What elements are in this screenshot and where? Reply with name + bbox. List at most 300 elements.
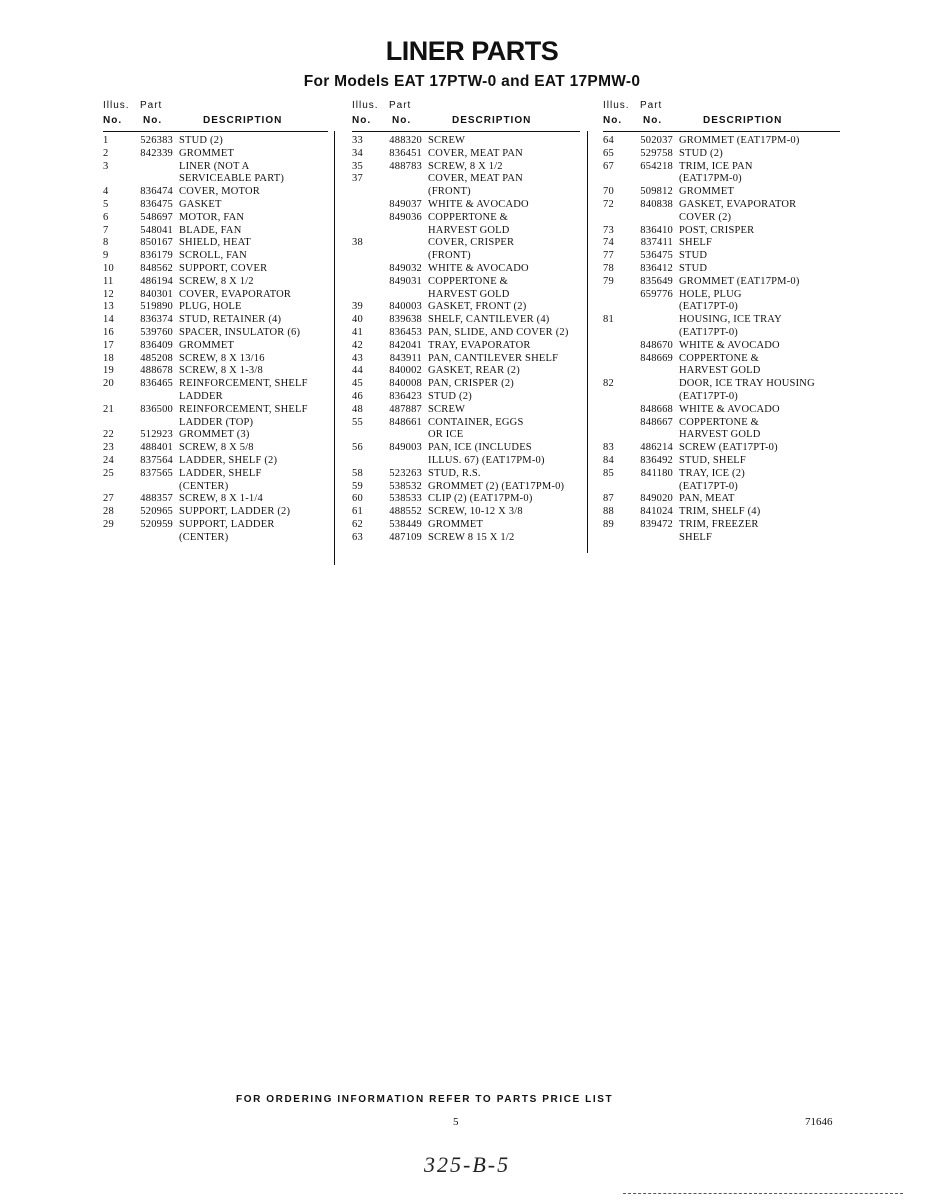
table-row xyxy=(103,404,328,430)
illus-no: 23 xyxy=(103,442,114,454)
part-no: 836409 xyxy=(140,339,173,351)
illus-no: 2 xyxy=(103,147,109,159)
part-no: 849020 xyxy=(640,493,673,505)
table-row xyxy=(603,225,840,238)
part-no: 837411 xyxy=(640,237,673,249)
illus-no: 13 xyxy=(103,301,114,313)
description: SPACER, INSULATOR (6) xyxy=(179,326,301,338)
part-no xyxy=(129,161,179,187)
description: COVER, MEAT PAN (FRONT) xyxy=(428,173,523,198)
table-row xyxy=(603,417,840,443)
header-illus: Illus. xyxy=(103,100,130,111)
table-row xyxy=(603,519,840,545)
description: TRIM, SHELF (4) xyxy=(679,506,761,518)
description: SCREW xyxy=(428,403,466,415)
part-no: 849003 xyxy=(389,442,422,454)
parts-column-2 xyxy=(352,100,580,545)
part-no: 836475 xyxy=(140,198,173,210)
part-no: 488552 xyxy=(389,506,422,518)
illus-no: 35 xyxy=(352,160,363,172)
page-title: LINER PARTS xyxy=(385,36,559,66)
description: COPPERTONE & HARVEST GOLD xyxy=(679,416,761,441)
illus-no: 55 xyxy=(352,416,363,428)
part-no: 849037 xyxy=(389,198,422,210)
table-row xyxy=(103,365,328,378)
part-no: 848670 xyxy=(640,339,673,351)
illus-no xyxy=(603,340,629,353)
illus-no: 62 xyxy=(352,518,363,530)
table-row xyxy=(103,493,328,506)
description: SCREW 8 15 X 1/2 xyxy=(428,531,515,543)
table-row xyxy=(103,506,328,519)
illus-no: 42 xyxy=(352,339,363,351)
table-row xyxy=(103,263,328,276)
illus-no: 60 xyxy=(352,493,363,505)
table-row xyxy=(352,301,580,314)
table-row xyxy=(603,378,840,404)
description: GROMMET (EAT17PM-0) xyxy=(679,135,800,146)
illus-no: 72 xyxy=(603,198,614,210)
description: COPPERTONE & HARVEST GOLD xyxy=(428,275,510,300)
description: COPPERTONE & HARVEST GOLD xyxy=(679,352,761,377)
illus-no: 34 xyxy=(352,147,363,159)
dashed-rule xyxy=(623,1193,903,1196)
part-no: 840301 xyxy=(140,288,173,300)
part-no: 836374 xyxy=(140,314,173,326)
illus-no: 24 xyxy=(103,454,114,466)
illus-no: 14 xyxy=(103,314,114,326)
header-illus: Illus. xyxy=(603,100,630,111)
description: SCREW, 8 X 1/2 xyxy=(428,160,503,172)
description: SCREW, 10-12 X 3/8 xyxy=(428,506,523,518)
parts-column-3 xyxy=(603,100,840,545)
illus-no xyxy=(603,353,629,379)
part-no: 548697 xyxy=(140,211,173,223)
table-row xyxy=(603,314,840,340)
part-no: 502037 xyxy=(640,135,673,146)
ordering-note: FOR ORDERING INFORMATION REFER TO PARTS PRICE LIST xyxy=(236,1094,614,1105)
description: COPPERTONE & HARVEST GOLD xyxy=(428,211,510,236)
part-no: 840003 xyxy=(389,301,422,313)
illus-no: 79 xyxy=(603,275,614,287)
table-row xyxy=(352,212,580,238)
table-row xyxy=(352,276,580,302)
illus-no: 29 xyxy=(103,518,114,530)
table-row xyxy=(103,135,328,148)
table-row xyxy=(352,263,580,276)
part-no: 488401 xyxy=(140,442,173,454)
description: GASKET, EVAPORATOR COVER (2) xyxy=(679,198,797,223)
part-no: 837565 xyxy=(140,467,173,479)
illus-no: 85 xyxy=(603,467,614,479)
description: PLUG, HOLE xyxy=(179,301,242,313)
table-row xyxy=(103,225,328,238)
header-part-no: No. xyxy=(643,115,663,126)
description: SCREW, 8 X 1-1/4 xyxy=(179,493,263,505)
description: STUD (2) xyxy=(179,135,223,146)
illus-no: 22 xyxy=(103,429,114,441)
part-no: 839472 xyxy=(640,518,673,530)
illus-no: 3 xyxy=(103,160,109,172)
illus-no: 84 xyxy=(603,454,614,466)
description: GROMMET xyxy=(179,147,235,159)
part-no: 488678 xyxy=(140,365,173,377)
illus-no: 28 xyxy=(103,506,114,518)
part-no: 536475 xyxy=(640,250,673,262)
illus-no: 88 xyxy=(603,506,614,518)
part-no: 836465 xyxy=(140,378,173,390)
description: CLIP (2) (EAT17PM-0) xyxy=(428,493,533,505)
header-description: DESCRIPTION xyxy=(203,115,283,126)
illus-no: 64 xyxy=(603,135,614,146)
part-no: 519890 xyxy=(140,301,173,313)
table-row xyxy=(352,417,580,443)
illus-no: 6 xyxy=(103,211,109,223)
illus-no: 18 xyxy=(103,352,114,364)
part-no: 841024 xyxy=(640,506,673,518)
description: GASKET xyxy=(179,198,222,210)
part-no: 842339 xyxy=(140,147,173,159)
description: GROMMET xyxy=(679,186,735,198)
description: SCROLL, FAN xyxy=(179,250,247,262)
description: REINFORCEMENT, SHELF LADDER (TOP) xyxy=(179,403,308,428)
page-number: 5 xyxy=(453,1116,459,1128)
illus-no xyxy=(603,404,629,417)
description: TRAY, EVAPORATOR xyxy=(428,339,531,351)
table-row xyxy=(603,276,840,289)
table-row xyxy=(352,442,580,468)
part-no: 848669 xyxy=(640,352,673,364)
part-no: 836492 xyxy=(640,454,673,466)
parts-column-1 xyxy=(103,100,328,545)
table-row xyxy=(352,148,580,161)
part-no: 488357 xyxy=(140,493,173,505)
description: GROMMET xyxy=(428,518,484,530)
part-no: 848661 xyxy=(389,416,422,428)
part-no: 509812 xyxy=(640,186,673,198)
part-no: 840008 xyxy=(389,378,422,390)
part-no: 843911 xyxy=(389,352,422,364)
part-no: 487109 xyxy=(389,531,422,543)
table-row xyxy=(103,468,328,494)
header-no: No. xyxy=(352,115,372,126)
description: LINER (NOT A SERVICEABLE PART) xyxy=(179,160,285,185)
illus-no: 58 xyxy=(352,467,363,479)
illus-no: 39 xyxy=(352,301,363,313)
part-no: 523263 xyxy=(389,467,422,479)
illus-no: 83 xyxy=(603,442,614,454)
illus-no: 11 xyxy=(103,275,114,287)
table-row xyxy=(103,289,328,302)
description: LADDER, SHELF (CENTER) xyxy=(179,467,262,492)
description: PAN, CANTILEVER SHELF xyxy=(428,352,559,364)
description: PAN, CRISPER (2) xyxy=(428,378,514,390)
illus-no xyxy=(603,417,629,443)
illus-no: 77 xyxy=(603,250,614,262)
illus-no: 21 xyxy=(103,403,114,415)
table-row xyxy=(352,493,580,506)
table-row xyxy=(352,314,580,327)
description: GROMMET (3) xyxy=(179,429,250,441)
header-illus: Illus. xyxy=(352,100,379,111)
table-row xyxy=(103,340,328,353)
description: HOLE, PLUG (EAT17PT-0) xyxy=(679,288,742,313)
table-row xyxy=(352,365,580,378)
table-row xyxy=(603,263,840,276)
table-row xyxy=(352,135,580,148)
illus-no: 48 xyxy=(352,403,363,415)
table-row xyxy=(103,237,328,250)
description: STUD, SHELF xyxy=(679,454,746,466)
table-row xyxy=(352,391,580,404)
table-row xyxy=(603,468,840,494)
description: SUPPORT, COVER xyxy=(179,262,268,274)
illus-no: 89 xyxy=(603,518,614,530)
description: COVER, CRISPER (FRONT) xyxy=(428,237,515,262)
illus-no xyxy=(352,212,378,238)
description: SCREW xyxy=(428,135,466,146)
part-no: 520959 xyxy=(140,518,173,530)
header-part: Part xyxy=(389,100,412,111)
description: BLADE, FAN xyxy=(179,224,242,236)
part-no: 488320 xyxy=(389,135,422,146)
header-rule xyxy=(103,131,328,132)
column-divider xyxy=(587,131,588,553)
part-no xyxy=(378,173,428,199)
illus-no: 38 xyxy=(352,237,363,249)
part-no: 836453 xyxy=(389,326,422,338)
part-no: 485208 xyxy=(140,352,173,364)
table-row xyxy=(352,340,580,353)
description: TRIM, FREEZER SHELF xyxy=(679,518,759,543)
illus-no: 37 xyxy=(352,173,363,185)
table-row xyxy=(603,353,840,379)
table-row xyxy=(352,532,580,545)
part-no: 837564 xyxy=(140,454,173,466)
description: SCREW, 8 X 1-3/8 xyxy=(179,365,263,377)
part-no: 848562 xyxy=(140,262,173,274)
part-no: 836410 xyxy=(640,224,673,236)
table-row xyxy=(603,250,840,263)
part-no: 849032 xyxy=(389,262,422,274)
description: STUD, R.S. xyxy=(428,467,481,479)
description: GASKET, REAR (2) xyxy=(428,365,520,377)
column-divider xyxy=(334,131,335,565)
part-no xyxy=(629,314,679,340)
illus-no: 45 xyxy=(352,378,363,390)
table-row xyxy=(352,404,580,417)
illus-no: 10 xyxy=(103,262,114,274)
description: STUD, RETAINER (4) xyxy=(179,314,282,326)
description: GROMMET (EAT17PM-0) xyxy=(679,275,800,287)
header-no: No. xyxy=(103,115,123,126)
table-row xyxy=(603,455,840,468)
header-part-no: No. xyxy=(392,115,412,126)
part-no: 836423 xyxy=(389,390,422,402)
table-row xyxy=(352,237,580,263)
header-description: DESCRIPTION xyxy=(452,115,532,126)
table-row xyxy=(352,468,580,481)
part-no: 538532 xyxy=(389,480,422,492)
illus-no: 65 xyxy=(603,147,614,159)
description: SHIELD, HEAT xyxy=(179,237,251,249)
part-no: 848667 xyxy=(640,416,673,428)
illus-no: 12 xyxy=(103,288,114,300)
part-no: 487887 xyxy=(389,403,422,415)
table-row xyxy=(352,161,580,174)
description: STUD (2) xyxy=(679,147,723,159)
description: SUPPORT, LADDER (2) xyxy=(179,506,291,518)
illus-no: 4 xyxy=(103,186,109,198)
header-part: Part xyxy=(640,100,663,111)
part-no: 839638 xyxy=(389,314,422,326)
part-no: 512923 xyxy=(140,429,173,441)
table-row xyxy=(103,148,328,161)
part-no: 842041 xyxy=(389,339,422,351)
part-no xyxy=(629,378,679,404)
description: PAN, MEAT xyxy=(679,493,735,505)
table-row xyxy=(603,289,840,315)
table-row xyxy=(103,212,328,225)
illus-no: 59 xyxy=(352,480,363,492)
table-row xyxy=(603,442,840,455)
description: WHITE & AVOCADO xyxy=(679,403,780,415)
part-no: 538533 xyxy=(389,493,422,505)
part-no: 529758 xyxy=(640,147,673,159)
illus-no: 25 xyxy=(103,467,114,479)
description: STUD xyxy=(679,250,708,262)
part-no: 836179 xyxy=(140,250,173,262)
illus-no: 20 xyxy=(103,378,114,390)
illus-no: 9 xyxy=(103,250,109,262)
part-no: 850167 xyxy=(140,237,173,249)
page-subtitle: For Models EAT 17PTW-0 and EAT 17PMW-0 xyxy=(303,73,641,90)
part-no: 836474 xyxy=(140,186,173,198)
table-header xyxy=(352,100,580,130)
part-no: 848668 xyxy=(640,403,673,415)
description: WHITE & AVOCADO xyxy=(679,339,780,351)
illus-no: 46 xyxy=(352,390,363,402)
part-no xyxy=(378,237,428,263)
part-no: 841180 xyxy=(640,467,673,479)
table-row xyxy=(103,327,328,340)
table-header xyxy=(103,100,328,130)
description: GROMMET (2) (EAT17PM-0) xyxy=(428,480,565,492)
illus-no: 8 xyxy=(103,237,109,249)
illus-no: 27 xyxy=(103,493,114,505)
table-row xyxy=(603,404,840,417)
part-no: 836412 xyxy=(640,262,673,274)
illus-no: 63 xyxy=(352,531,363,543)
description: MOTOR, FAN xyxy=(179,211,245,223)
description: SCREW (EAT17PT-0) xyxy=(679,442,778,454)
table-row xyxy=(603,493,840,506)
description: TRAY, ICE (2) (EAT17PT-0) xyxy=(679,467,745,492)
description: SUPPORT, LADDER (CENTER) xyxy=(179,518,275,543)
part-no: 654218 xyxy=(640,160,673,172)
part-no: 840002 xyxy=(389,365,422,377)
illus-no: 87 xyxy=(603,493,614,505)
table-row xyxy=(103,442,328,455)
table-row xyxy=(603,148,840,161)
description: GROMMET xyxy=(179,339,235,351)
header-rule xyxy=(603,131,840,132)
table-row xyxy=(603,161,840,187)
illus-no: 17 xyxy=(103,339,114,351)
part-no: 526383 xyxy=(140,135,173,146)
description: TRIM, ICE PAN (EAT17PM-0) xyxy=(679,160,753,185)
table-row xyxy=(103,519,328,545)
description: LADDER, SHELF (2) xyxy=(179,454,278,466)
description: WHITE & AVOCADO xyxy=(428,198,529,210)
part-no: 659776 xyxy=(640,288,673,300)
description: SCREW, 8 X 13/16 xyxy=(179,352,265,364)
illus-no: 82 xyxy=(603,378,614,390)
description: COVER, EVAPORATOR xyxy=(179,288,292,300)
illus-no xyxy=(352,276,378,302)
illus-no: 61 xyxy=(352,506,363,518)
illus-no: 16 xyxy=(103,326,114,338)
part-no: 836451 xyxy=(389,147,422,159)
illus-no: 41 xyxy=(352,326,363,338)
description: SCREW, 8 X 1/2 xyxy=(179,275,254,287)
illus-no: 67 xyxy=(603,160,614,172)
part-no: 539760 xyxy=(140,326,173,338)
table-row xyxy=(103,301,328,314)
description: STUD xyxy=(679,262,708,274)
part-no: 538449 xyxy=(389,518,422,530)
table-header xyxy=(603,100,840,130)
illus-no: 5 xyxy=(103,198,109,210)
illus-no: 74 xyxy=(603,237,614,249)
header-rule xyxy=(352,131,580,132)
illus-no: 43 xyxy=(352,352,363,364)
header-part-no: No. xyxy=(143,115,163,126)
part-no: 520965 xyxy=(140,506,173,518)
description: COVER, MEAT PAN xyxy=(428,147,523,159)
illus-no xyxy=(352,199,378,212)
part-no: 486214 xyxy=(640,442,673,454)
table-row xyxy=(352,519,580,532)
table-row xyxy=(603,237,840,250)
illus-no: 7 xyxy=(103,224,109,236)
table-row xyxy=(603,135,840,148)
description: DOOR, ICE TRAY HOUSING (EAT17PT-0) xyxy=(679,378,815,402)
illus-no: 81 xyxy=(603,314,614,326)
table-row xyxy=(103,429,328,442)
description: PAN, SLIDE, AND COVER (2) xyxy=(428,326,569,338)
description: SCREW, 8 X 5/8 xyxy=(179,442,254,454)
part-no: 548041 xyxy=(140,224,173,236)
illus-no: 56 xyxy=(352,442,363,454)
description: SHELF, CANTILEVER (4) xyxy=(428,314,550,326)
table-row xyxy=(352,481,580,494)
table-row xyxy=(103,186,328,199)
illus-no: 1 xyxy=(103,135,109,146)
table-row xyxy=(352,353,580,366)
part-no: 849031 xyxy=(389,275,422,287)
description: STUD (2) xyxy=(428,390,472,402)
part-no: 849036 xyxy=(389,211,422,223)
part-no: 836500 xyxy=(140,403,173,415)
table-row xyxy=(103,455,328,468)
description: SHELF xyxy=(679,237,713,249)
handwritten-note: 325-B-5 xyxy=(424,1152,511,1177)
header-part: Part xyxy=(140,100,163,111)
table-row xyxy=(103,314,328,327)
description: REINFORCEMENT, SHELF LADDER xyxy=(179,378,308,402)
table-row xyxy=(352,378,580,391)
